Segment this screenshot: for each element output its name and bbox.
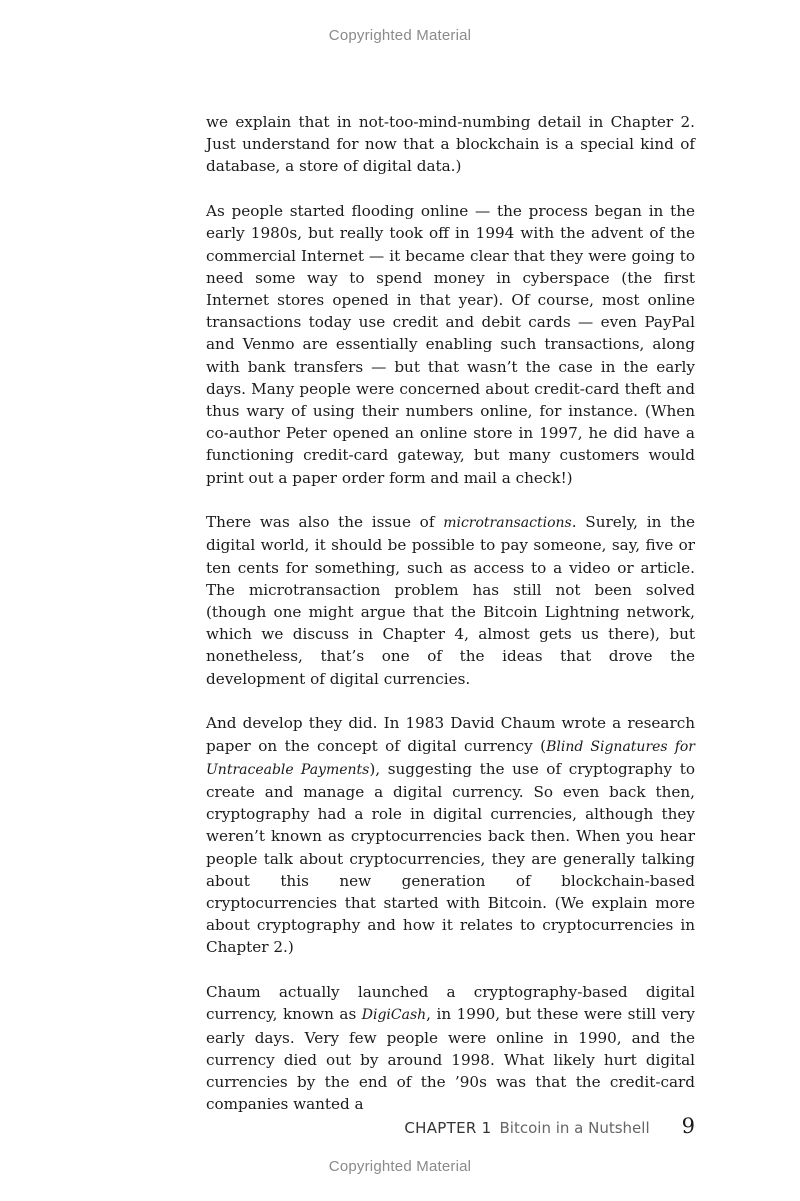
- paragraph: [206, 712, 695, 958]
- watermark-bottom: Copyrighted Material: [328, 1158, 472, 1175]
- paragraph: [206, 511, 695, 690]
- paragraph-text: And develop they did. In 1983 David Chaum wrote a research paper on the concept of digital currency (: [206, 714, 695, 755]
- chapter-label: CHAPTER 1: [404, 1119, 492, 1137]
- paragraph-text: we explain that in not-too-mind-numbing detail in Chapter 2. Just understand for now that a blockchain is a special kind of database, a store of digital data.): [206, 113, 695, 176]
- italic-title: Blind Signatures for Untraceable Payments: [206, 738, 695, 778]
- page-body: [206, 111, 695, 1138]
- paragraph-text: There was also the issue of: [206, 513, 444, 532]
- italic-term: DigiCash: [361, 1007, 427, 1024]
- paragraph-text: , in 1990, but these were still very early days. Very few people were online in 1990, and the currency died out by around 1998. What likely hurt digital currencies by the end of the ’90s was that the credit-card companies wanted a: [206, 1005, 695, 1114]
- paragraph-text: As people started flooding online — the process began in the early 1980s, but really took off in 1994 with the advent of the commercial Internet — it became clear that they were going to need some way to spend money in cyberspace (the first Internet stores opened in that year). Of course, most online transactions today use credit and debit cards — even PayPal and Venmo are essentially enabling such transactions, along with bank transfers — but that wasn’t the case in the early days. Many people were concerned about credit-card theft and thus wary of using their numbers online, for instance. (When co-author Peter opened an online store in 1997, he did have a functioning credit-card gateway, but many customers would print out a paper order form and mail a check!): [206, 202, 695, 487]
- watermark-top: Copyrighted Material: [328, 27, 472, 44]
- italic-term: microtransactions: [443, 515, 572, 532]
- chapter-title: Bitcoin in a Nutshell: [499, 1119, 650, 1137]
- page-number: 9: [681, 1114, 695, 1138]
- paragraph: [206, 200, 695, 489]
- paragraph-text: Chaum actually launched a cryptography-based digital currency, known as: [206, 983, 695, 1024]
- paragraph: [206, 111, 695, 178]
- paragraph-text: ), suggesting the use of cryptography to create and manage a digital currency. So even back then, cryptography had a role in digital currencies, although they weren’t known as cryptocurrencies back then. When you hear people talk about cryptocurrencies, they are generally talking about this new generation of blockchain-based cryptocurrencies that started with Bitcoin. (We explain more about cryptography and how it relates to cryptocurrencies in Chapter 2.): [206, 759, 695, 957]
- paragraph-text: . Surely, in the digital world, it should be possible to pay someone, say, five or ten cents for something, such as access to a video or article. The microtransaction problem has still not been solved (though one might argue that the Bitcoin Lightning network, which we discuss in Chapter 4, almost gets us there), but nonetheless, that’s one of the ideas that drove the development of digital currencies.: [206, 513, 695, 688]
- running-footer: [206, 1114, 695, 1138]
- paragraph: [206, 981, 695, 1115]
